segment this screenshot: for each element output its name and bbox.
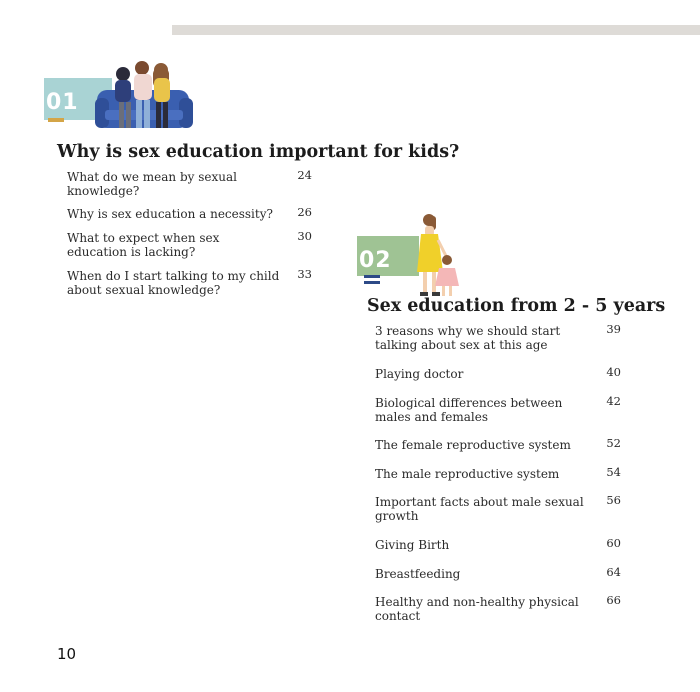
toc-entry-title: 3 reasons why we should start talking about sex at this age bbox=[375, 324, 561, 352]
toc-entry-title: When do I start talking to my child about sexual knowledge? bbox=[67, 269, 280, 297]
toc-entry-page: 64 bbox=[606, 565, 621, 579]
toc-entry-page: 52 bbox=[606, 436, 621, 450]
toc-entry-page: 60 bbox=[606, 536, 621, 550]
family-on-sofa-illustration bbox=[95, 58, 193, 132]
toc-entry-page: 33 bbox=[297, 267, 312, 281]
top-decorative-bar bbox=[172, 25, 700, 35]
toc-entry-page: 54 bbox=[606, 465, 621, 479]
chapter-1-number: 01 bbox=[46, 90, 79, 115]
chapter-1-title: Why is sex education important for kids? bbox=[57, 142, 460, 162]
toc-entry-title: Giving Birth bbox=[375, 538, 450, 552]
toc-entry-page: 40 bbox=[606, 365, 621, 379]
toc-entry-title: Why is sex education a necessity? bbox=[67, 207, 273, 221]
toc-entry-title: What do we mean by sexual knowledge? bbox=[67, 170, 237, 198]
toc-entry-page: 26 bbox=[297, 205, 312, 219]
toc-entry-page: 30 bbox=[297, 229, 312, 243]
mother-and-daughter-illustration bbox=[405, 210, 465, 300]
chapter-2-accent bbox=[364, 281, 380, 284]
toc-entry-page: 66 bbox=[606, 593, 621, 607]
chapter-2-number: 02 bbox=[359, 248, 392, 273]
chapter-2-title: Sex education from 2 - 5 years bbox=[367, 296, 666, 316]
chapter-2-accent bbox=[364, 275, 380, 278]
toc-entry-title: The female reproductive system bbox=[375, 438, 571, 452]
toc-entry-title: Healthy and non-healthy physical contact bbox=[375, 595, 579, 623]
toc-entry-title: Important facts about male sexual growth bbox=[375, 495, 584, 523]
toc-entry-title: Biological differences between males and females bbox=[375, 396, 563, 424]
toc-entry-page: 24 bbox=[297, 168, 312, 182]
toc-entry-page: 42 bbox=[606, 394, 621, 408]
page-number: 10 bbox=[57, 645, 77, 663]
toc-entry-title: Breastfeeding bbox=[375, 567, 461, 581]
toc-entry-title: What to expect when sex education is lacking? bbox=[67, 231, 220, 259]
toc-entry-page: 56 bbox=[606, 493, 621, 507]
chapter-1-accent bbox=[48, 118, 64, 122]
toc-entry-page: 39 bbox=[606, 322, 621, 336]
toc-entry-title: Playing doctor bbox=[375, 367, 464, 381]
toc-entry-title: The male reproductive system bbox=[375, 467, 560, 481]
